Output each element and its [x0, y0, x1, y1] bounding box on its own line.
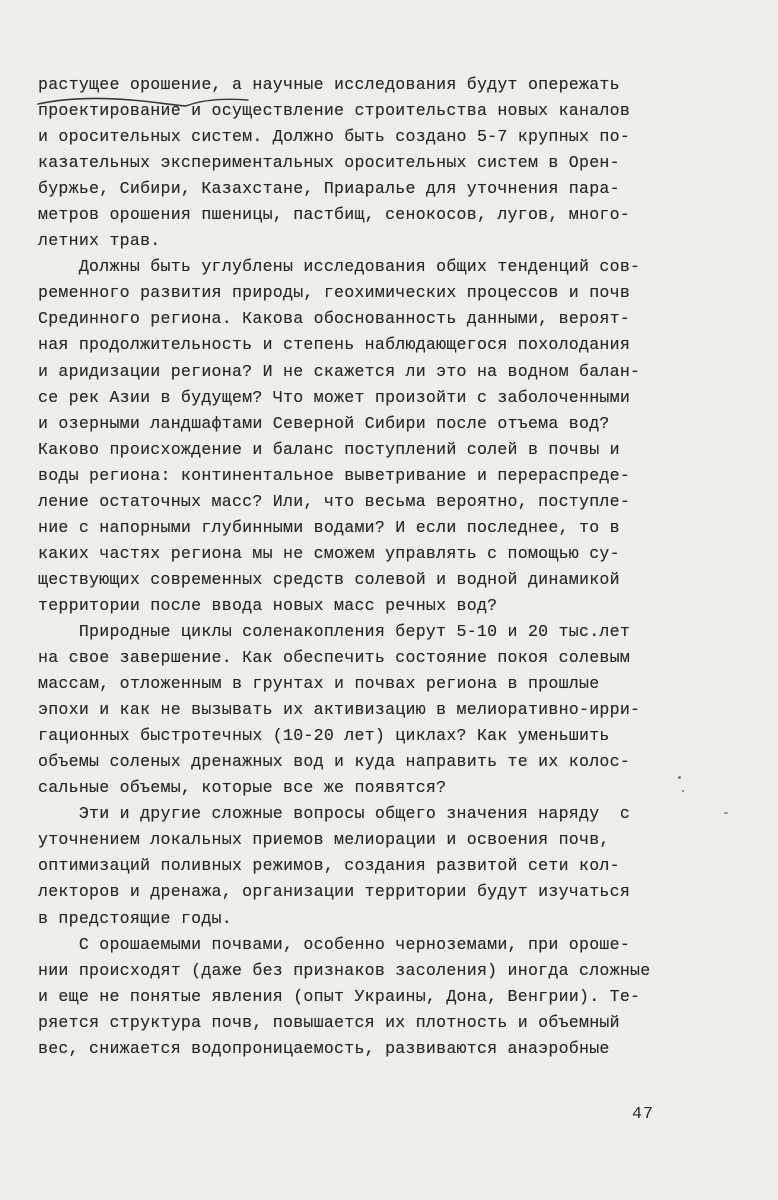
text-line: Эти и другие сложные вопросы общего значения наряду с	[38, 804, 631, 824]
text-line: ременного развития природы, геохимических процессов и почв	[38, 283, 631, 303]
text-line: массам, отложенным в грунтах и почвах региона в прошлые	[38, 674, 600, 694]
scan-speck	[682, 790, 684, 792]
scan-speck	[678, 776, 681, 779]
text-line: объемы соленых дренажных вод и куда направить те их колос-	[38, 752, 631, 772]
text-line: проектирование и осуществление строительства новых каналов	[38, 101, 631, 121]
text-line: и еще не понятые явления (опыт Украины, Дона, Венгрии). Те-	[38, 986, 641, 1006]
scan-speck	[724, 812, 728, 814]
text-line: летних трав.	[38, 231, 161, 251]
text-line: ществующих современных средств солевой и водной динамикой	[38, 569, 620, 589]
text-line: гационных быстротечных (10-20 лет) циклах? Как уменьшить	[38, 726, 610, 746]
text-line: в предстоящие годы.	[38, 908, 232, 928]
text-line: вес, снижается водопроницаемость, развиваются анаэробные	[38, 1038, 610, 1058]
text-line: каких частях региона мы не сможем управлять с помощью су-	[38, 543, 620, 563]
text-line: Срединного региона. Какова обоснованность данными, вероят-	[38, 309, 631, 329]
text-line: Каково происхождение и баланс поступлений солей в почвы и	[38, 439, 620, 459]
text-line: уточнением локальных приемов мелиорации и освоения почв,	[38, 830, 610, 850]
text-line: ние с напорными глубинными водами? И если последнее, то в	[38, 517, 620, 537]
text-line: и аридизации региона? И не скажется ли это на водном балан-	[38, 361, 641, 381]
text-line: ная продолжительность и степень наблюдающегося похолодания	[38, 335, 631, 355]
text-line: воды региона: континентальное выветривание и перераспреде-	[38, 465, 631, 485]
text-line: сальные объемы, которые все же появятся?	[38, 778, 447, 798]
text-line: ряется структура почв, повышается их плотность и объемный	[38, 1012, 620, 1032]
text-line: на свое завершение. Как обеспечить состояние покоя солевым	[38, 648, 631, 668]
text-line: лекторов и дренажа, организации территории будут изучаться	[38, 882, 631, 902]
text-line: нии происходят (даже без признаков засоления) иногда сложные	[38, 960, 651, 980]
text-line: казательных экспериментальных оросительных систем в Орен-	[38, 153, 620, 173]
text-line: се рек Азии в будущем? Что может произойти с заболоченными	[38, 387, 631, 407]
text-line: и озерными ландшафтами Северной Сибири после отъема вод?	[38, 413, 610, 433]
text-line: территории после ввода новых масс речных вод?	[38, 595, 498, 615]
page-number: 47	[632, 1104, 654, 1123]
text-line: Природные циклы соленакопления берут 5-10 и 20 тыс.лет	[38, 621, 631, 641]
text-line: метров орошения пшеницы, пастбищ, сенокосов, лугов, много-	[38, 205, 631, 225]
text-line: Должны быть углублены исследования общих тенденций сов-	[38, 257, 641, 277]
text-line: С орошаемыми почвами, особенно черноземами, при ороше-	[38, 934, 631, 954]
text-line: эпохи и как не вызывать их активизацию в мелиоративно-ирри-	[38, 700, 641, 720]
text-line: оптимизаций поливных режимов, создания развитой сети кол-	[38, 856, 620, 876]
body-text	[38, 72, 678, 1062]
text-line: ление остаточных масс? Или, что весьма вероятно, поступле-	[38, 491, 631, 511]
text-line: и оросительных систем. Должно быть создано 5-7 крупных по-	[38, 127, 631, 147]
text-line: буржье, Сибири, Казахстане, Приаралье для уточнения пара-	[38, 179, 620, 199]
text-line: растущее орошение, а научные исследования будут опережать	[38, 75, 620, 94]
